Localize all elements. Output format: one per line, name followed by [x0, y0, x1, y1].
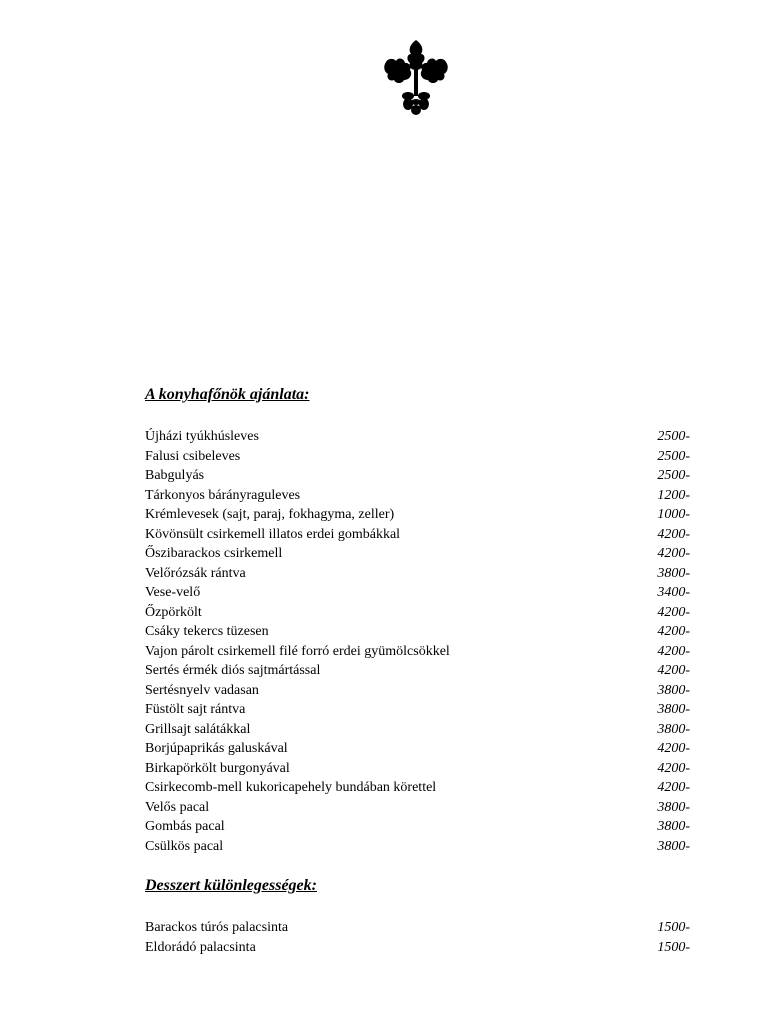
item-name: Csülkös pacal — [145, 838, 224, 854]
item-price: 3800- — [657, 721, 690, 737]
list-item — [145, 739, 690, 759]
item-name: Sertésnyelv vadasan — [145, 682, 259, 698]
item-price: 3800- — [657, 565, 690, 581]
list-item — [145, 642, 690, 662]
list-item — [145, 525, 690, 545]
item-price: 3800- — [657, 702, 690, 717]
list-item — [145, 700, 690, 720]
item-price: 2500- — [657, 448, 690, 464]
item-price: 3400- — [657, 585, 690, 600]
list-item — [145, 466, 690, 486]
list-item — [145, 505, 690, 525]
item-name: Vajon párolt csirkemell filé forró erdei gyümölcsökkel — [145, 643, 450, 659]
list-item — [145, 798, 690, 818]
list-item — [145, 544, 690, 564]
item-price: 3800- — [657, 682, 690, 698]
item-price: 4200- — [657, 741, 690, 756]
item-name: Eldorádó palacsinta — [145, 939, 256, 955]
item-price: 4200- — [657, 604, 690, 620]
item-name: Csirkecomb-mell kukoricapehely bundában körettel — [145, 780, 437, 795]
list-item — [145, 778, 690, 798]
item-name: Babgulyás — [145, 468, 205, 483]
item-price: 1500- — [657, 920, 690, 935]
item-name: Grillsajt salátákkal — [145, 721, 251, 737]
item-name: Őszibarackos csirkemell — [145, 546, 283, 561]
list-item — [145, 918, 690, 938]
menu-list-chef-recommendations — [145, 427, 690, 856]
item-name: Velős pacal — [145, 799, 210, 815]
item-price: 4200- — [657, 546, 690, 561]
list-item — [145, 837, 690, 857]
list-item — [145, 583, 690, 603]
item-name: Tárkonyos bárányraguleves — [145, 487, 301, 503]
item-name: Füstölt sajt rántva — [145, 702, 246, 717]
item-price: 4200- — [657, 663, 690, 678]
list-item — [145, 564, 690, 584]
item-name: Barackos túrós palacsinta — [145, 920, 289, 935]
item-price: 3800- — [657, 819, 690, 834]
list-item — [145, 938, 690, 958]
item-price: 3800- — [657, 838, 690, 854]
list-item — [145, 427, 690, 447]
item-name: Őzpörkölt — [145, 604, 202, 620]
item-price: 1200- — [657, 487, 690, 503]
item-name: Csáky tekercs tüzesen — [145, 624, 269, 639]
item-name: Krémlevesek (sajt, paraj, fokhagyma, zeller) — [145, 507, 395, 522]
item-name: Velőrózsák rántva — [145, 565, 246, 581]
item-name: Sertés érmék diós sajtmártással — [145, 663, 321, 678]
menu-list-desserts — [145, 918, 690, 957]
list-item — [145, 447, 690, 467]
list-item — [145, 661, 690, 681]
oak-leaf-acorn-icon — [380, 36, 452, 116]
item-price: 4200- — [657, 624, 690, 639]
list-item — [145, 603, 690, 623]
list-item — [145, 817, 690, 837]
list-item — [145, 681, 690, 701]
section-heading-desserts: Desszert különlegességek: — [145, 877, 317, 894]
list-item — [145, 720, 690, 740]
item-name: Birkapörkölt burgonyával — [145, 760, 290, 776]
list-item — [145, 486, 690, 506]
list-item — [145, 622, 690, 642]
item-name: Vese-velő — [145, 585, 201, 600]
list-item — [145, 759, 690, 779]
item-name: Gombás pacal — [145, 819, 225, 834]
item-price: 2500- — [657, 468, 690, 483]
item-name: Kövönsült csirkemell illatos erdei gombákkal — [145, 526, 401, 542]
item-name: Falusi csibeleves — [145, 448, 241, 464]
item-name: Borjúpaprikás galuskával — [145, 741, 288, 756]
item-price: 4200- — [657, 643, 690, 659]
item-price: 1000- — [657, 507, 690, 522]
item-name: Újházi tyúkhúsleves — [145, 429, 259, 444]
item-price: 4200- — [657, 760, 690, 776]
item-price: 3800- — [657, 799, 690, 815]
item-price: 2500- — [657, 429, 690, 444]
section-heading-chef-recommendations: A konyhafőnök ajánlata: — [145, 386, 310, 403]
item-price: 4200- — [657, 526, 690, 542]
item-price: 4200- — [657, 780, 690, 795]
item-price: 1500- — [657, 939, 690, 955]
